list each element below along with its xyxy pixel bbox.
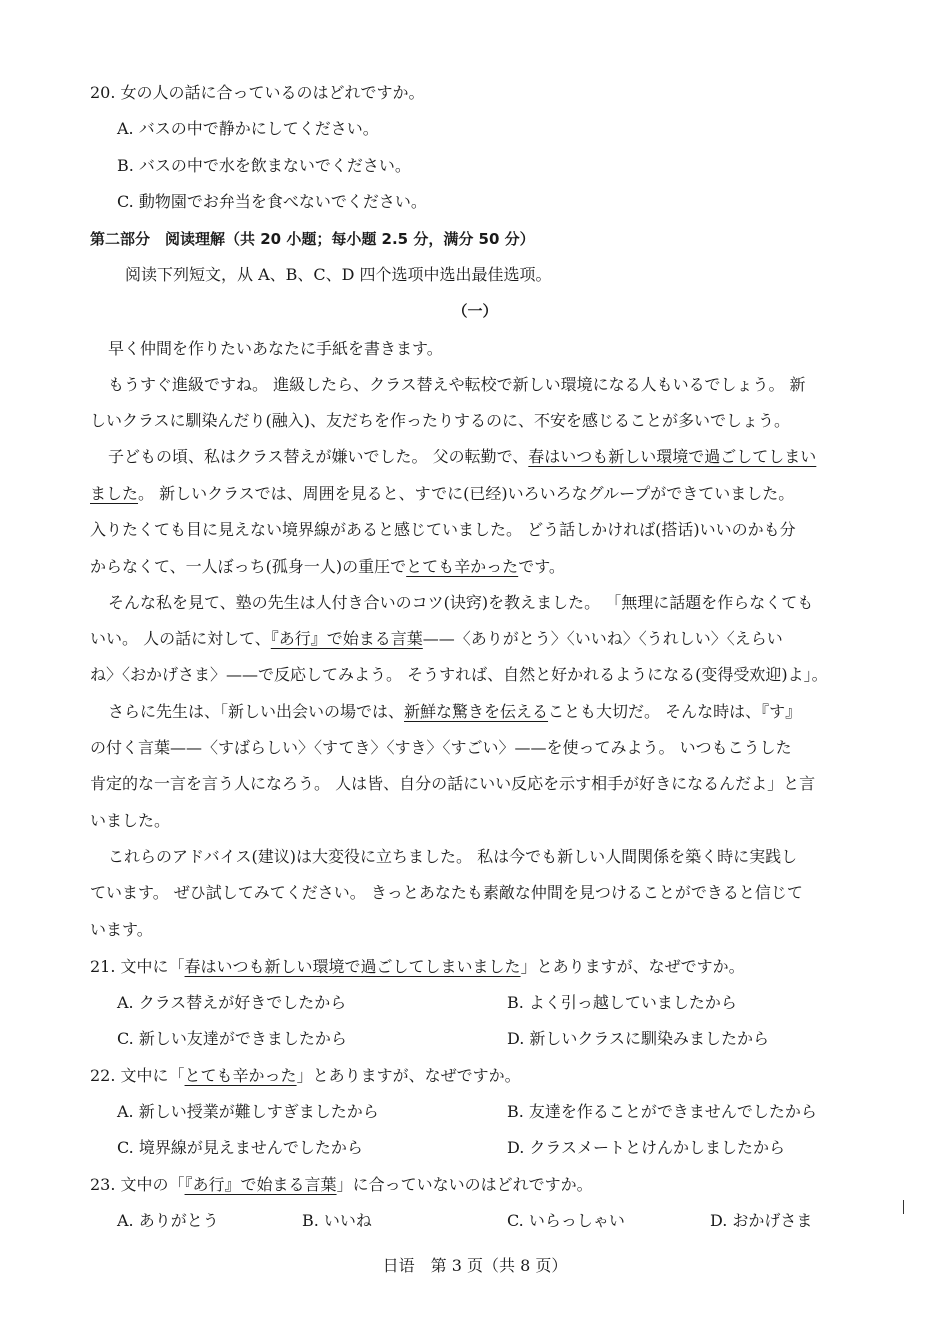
q21-option-d: D. 新しいクラスに馴染みましたから [507, 1029, 769, 1048]
q22-option-a: A. 新しい授業が難しすぎましたから [117, 1102, 379, 1121]
scan-mark [903, 1200, 904, 1214]
underlined-phrase-surprise: 新鮮な驚きを伝える [404, 702, 549, 721]
passage-text: もうすぐ進級ですね。 進級したら、クラス替えや転校で新しい環境になる人もいるでしょう。 新 [108, 375, 806, 394]
underlined-phrase-spring-end: ました [90, 484, 139, 503]
passage-p2-line1 [108, 374, 863, 396]
passage-p4-line3: ね〉〈おかげさま〉——で反応してみよう。 そうすれば、自然と好かれるようになる(变得受欢迎)よ」。 [90, 665, 828, 684]
passage-p3-line2 [90, 483, 794, 505]
passage-p1: 早く仲間を作りたいあなたに手紙を書きます。 [108, 339, 443, 358]
q23-stem-post: 」に合っていないのはどれですか。 [336, 1175, 593, 1194]
passage-p5-line4: いました。 [90, 811, 171, 830]
underlined-phrase-spring: 春はいつも新しい環境で過ごしてしまい [528, 447, 817, 466]
q20-option-c: C. 動物園でお弁当を食べないでください。 [117, 192, 427, 211]
passage-text: ——〈ありがとう〉〈いいね〉〈うれしい〉〈えらい [422, 629, 783, 648]
q22-stem-pre: 22. 文中に「 [90, 1066, 185, 1085]
q21-quote: 春はいつも新しい環境で過ごしてしまいました [184, 957, 521, 976]
passage-p3-line1 [108, 446, 816, 468]
passage-text: ています。 ぜひ試してみてください。 きっとあなたも素敵な仲間を見つけることができると信じて [90, 883, 803, 902]
passage-text: いい。 人の話に対して、 [90, 629, 271, 648]
q20-option-a: A. バスの中で静かにしてください。 [117, 119, 379, 138]
part2-header: 第二部分 阅读理解（共 20 小题；每小题 2.5 分，满分 50 分） [90, 230, 535, 248]
passage-p3-line4 [90, 556, 565, 578]
passage-text: これらのアドバイス(建议)は大変役に立ちました。 私は今でも新しい人間関係を築く時に実践し [108, 847, 798, 866]
part2-instruction: 阅读下列短文，从 A、B、C、D 四个选项中选出最佳选项。 [125, 265, 552, 284]
q22-quote: とても辛かった [184, 1066, 297, 1085]
q23-stem [90, 1174, 593, 1196]
passage-p6-line1 [108, 846, 863, 868]
passage-text: からなくて、一人ぼっち(孤身一人)の重圧で [90, 557, 407, 576]
passage-p5-line1 [108, 701, 801, 723]
passage-text: 肯定的な一言を言う人になろう。 人は皆、自分の話にいい反応を示す相手が好きになるんだよ」と言 [90, 774, 816, 793]
passage-p4-line1 [108, 592, 863, 614]
q21-stem-pre: 21. 文中に「 [90, 957, 185, 976]
q23-option-c: C. いらっしゃい [507, 1211, 625, 1230]
q22-option-c: C. 境界線が見えませんでしたから [117, 1138, 363, 1157]
passage-p6-line2 [90, 882, 863, 904]
passage-text: の付く言葉——〈すばらしい〉〈すてき〉〈すき〉〈すごい〉——を使ってみよう。 いつもこうした [90, 738, 792, 757]
q23-stem-pre: 23. 文中の「 [90, 1175, 185, 1194]
q21-stem [90, 956, 745, 978]
q22-option-b: B. 友達を作ることができませんでしたから [507, 1102, 817, 1121]
passage-p3-line3 [90, 519, 863, 541]
q22-stem [90, 1065, 521, 1087]
passage-text: ことも大切だ。 そんな時は、『す』 [548, 702, 802, 721]
passage-p5-line2 [90, 737, 863, 759]
q21-option-a: A. クラス替えが好きでしたから [117, 993, 347, 1012]
passage-p6-line3: います。 [90, 920, 153, 939]
q22-option-d: D. クラスメートとけんかしましたから [507, 1138, 785, 1157]
passage-text: です。 [518, 557, 565, 576]
q21-option-b: B. よく引っ越していましたから [507, 993, 737, 1012]
q23-option-a: A. ありがとう [117, 1211, 219, 1230]
passage-text: 子どもの頃、私はクラス替えが嫌いでした。 父の転勤で、 [108, 447, 529, 466]
passage-text: さらに先生は、「新しい出会いの場では、 [108, 702, 405, 721]
q22-stem-post: 」とありますが、なぜですか。 [296, 1066, 521, 1085]
section-title: （一） [452, 302, 498, 320]
underlined-phrase-a-gyou: 『あ行』で始まる言葉 [270, 629, 423, 648]
q21-stem-post: 」とありますが、なぜですか。 [520, 957, 745, 976]
q21-option-c: C. 新しい友達ができましたから [117, 1029, 347, 1048]
q20-option-b: B. バスの中で水を飲まないでください。 [117, 156, 411, 175]
q23-option-b: B. いいね [302, 1211, 372, 1230]
passage-text: 。 新しいクラスでは、周囲を見ると、すでに(已经)いろいろなグループができていました。 [138, 484, 795, 503]
passage-p5-line3 [90, 773, 863, 795]
passage-text: そんな私を見て、塾の先生は人付き合いのコツ(诀窍)を教えました。 「無理に話題を作らなくても [108, 593, 814, 612]
q20-stem: 20. 女の人の話に合っているのはどれですか。 [90, 83, 425, 102]
page-footer: 日语 第 3 页（共 8 页） [382, 1256, 568, 1275]
underlined-phrase-tsurakatta: とても辛かった [406, 557, 519, 576]
passage-p4-line2 [90, 628, 783, 650]
q23-option-d: D. おかげさま [710, 1211, 813, 1230]
passage-text: 入りたくても目に見えない境界線があると感じていました。 どう話しかければ(搭话)いいのかも分 [90, 520, 796, 539]
passage-p2-line2: しいクラスに馴染んだり(融入)、友だちを作ったりするのに、不安を感じることが多いでしょう。 [90, 411, 791, 430]
q23-quote: 『あ行』で始まる言葉 [184, 1175, 337, 1194]
